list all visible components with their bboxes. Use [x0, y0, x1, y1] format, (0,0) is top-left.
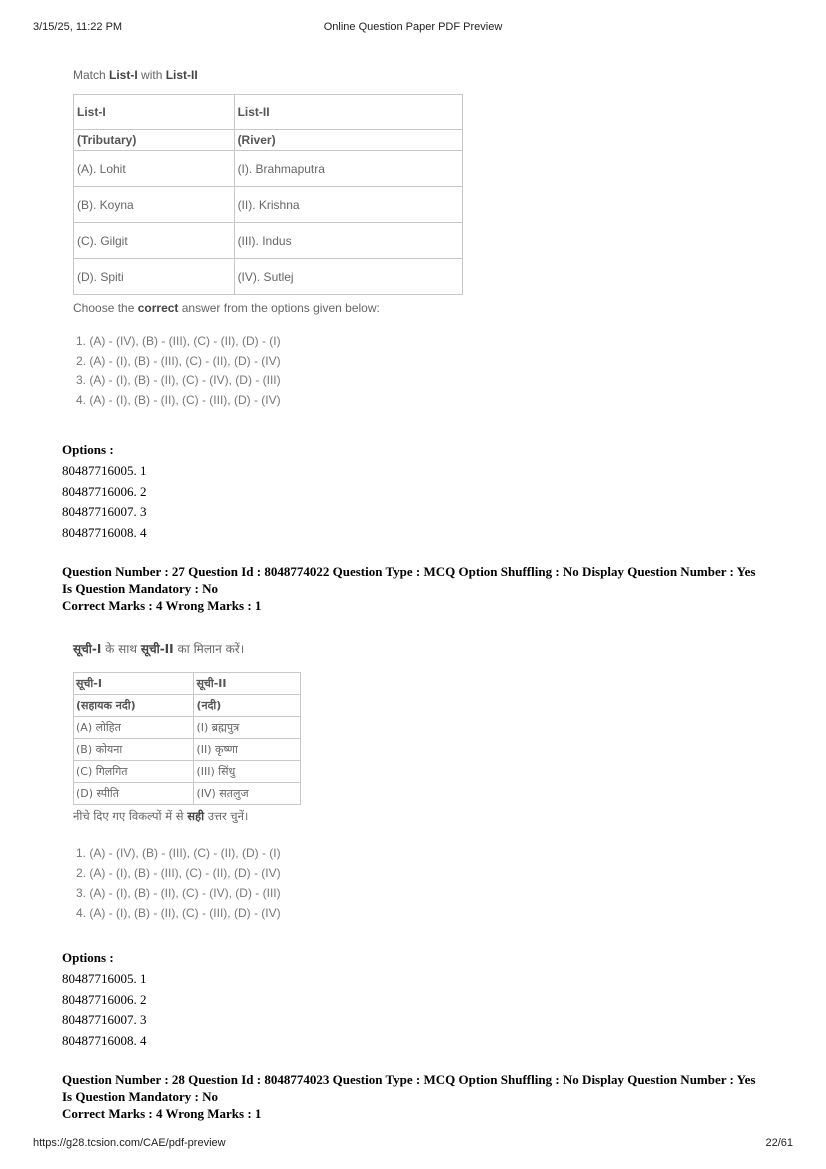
print-datetime: 3/15/25, 11:22 PM	[33, 21, 123, 33]
question-marks-line: Correct Marks : 4 Wrong Marks : 1	[62, 598, 262, 613]
answer-option: 4. (A) - (I), (B) - (II), (C) - (III), (D) - (IV)	[76, 906, 281, 920]
table-row: (C) गिलगित (III) सिंधु	[74, 761, 301, 783]
table-row: (B) कोयना (II) कृष्णा	[74, 739, 301, 761]
choose-instruction: Choose the correct answer from the options given below:	[73, 301, 380, 315]
option-id-item: 80487716007. 3	[62, 504, 147, 519]
table-row: (D). Spiti (IV). Sutlej	[74, 259, 463, 295]
option-id-item: 80487716005. 1	[62, 971, 147, 986]
answer-option: 2. (A) - (I), (B) - (III), (C) - (II), (D) - (IV)	[76, 866, 281, 880]
table-header-row: List-I List-II	[74, 95, 463, 130]
question-meta-line: Question Number : 27 Question Id : 8048774022 Question Type : MCQ Option Shuffling : No Display Question Number : Yes	[62, 564, 756, 579]
page-number: 22/61	[765, 1137, 793, 1149]
answer-option: 4. (A) - (I), (B) - (II), (C) - (III), (D) - (IV)	[76, 392, 281, 407]
answer-option-list	[76, 332, 482, 410]
question-meta-line: Question Number : 28 Question Id : 8048774023 Question Type : MCQ Option Shuffling : No Display Question Number : Yes	[62, 1072, 756, 1087]
match-instruction: Match List-I with List-II	[73, 68, 198, 82]
q27-options-block	[62, 949, 792, 1051]
table-row: (B). Koyna (II). Krishna	[74, 187, 463, 223]
question-mandatory-line: Is Question Mandatory : No	[62, 1089, 219, 1104]
page-title: Online Question Paper PDF Preview	[323, 21, 503, 33]
table-row: (A). Lohit (I). Brahmaputra	[74, 151, 463, 187]
q28-meta-block	[62, 1071, 792, 1122]
option-id-item: 80487716005. 1	[62, 463, 147, 478]
question-image-hindi	[62, 640, 382, 923]
option-id-item: 80487716006. 2	[62, 991, 147, 1007]
answer-option: 3. (A) - (I), (B) - (II), (C) - (IV), (D) - (III)	[76, 373, 281, 387]
option-id-item: 80487716008. 4	[62, 1032, 147, 1048]
match-table-hindi	[73, 672, 301, 805]
options-label: Options :	[62, 442, 114, 457]
option-id-item: 80487716006. 2	[62, 483, 147, 499]
q27-meta-block	[62, 563, 792, 614]
q26-options-block	[62, 441, 792, 543]
table-row: (A) लोहित (I) ब्रह्मपुत्र	[74, 717, 301, 739]
choose-instruction-hindi: नीचे दिए गए विकल्पों में से सही उत्तर चुनें।	[73, 809, 249, 823]
option-id-item: 80487716008. 4	[62, 524, 147, 540]
footer-url: https://g28.tcsion.com/CAE/pdf-preview	[33, 1137, 226, 1149]
table-header-row: सूची-I सूची-II	[74, 673, 301, 695]
option-id-item: 80487716007. 3	[62, 1012, 147, 1027]
table-subheader-row: (सहायक नदी) (नदी)	[74, 695, 301, 717]
answer-option: 1. (A) - (IV), (B) - (III), (C) - (II), (D) - (I)	[76, 846, 281, 860]
answer-option: 2. (A) - (I), (B) - (III), (C) - (II), (D) - (IV)	[76, 353, 281, 368]
question-image-english	[62, 64, 482, 410]
table-row: (D) स्पीति (IV) सतलुज	[74, 783, 301, 805]
match-table	[73, 94, 463, 295]
answer-option: 3. (A) - (I), (B) - (II), (C) - (IV), (D) - (III)	[76, 886, 281, 900]
question-mandatory-line: Is Question Mandatory : No	[62, 581, 219, 596]
answer-option-list	[76, 843, 382, 923]
table-row: (C). Gilgit (III). Indus	[74, 223, 463, 259]
options-label: Options :	[62, 950, 114, 965]
answer-option: 1. (A) - (IV), (B) - (III), (C) - (II), (D) - (I)	[76, 334, 281, 348]
question-marks-line: Correct Marks : 4 Wrong Marks : 1	[62, 1106, 262, 1121]
table-subheader-row: (Tributary) (River)	[74, 130, 463, 151]
match-instruction-hindi: सूची-I के साथ सूची-II का मिलान करें।	[73, 642, 245, 656]
